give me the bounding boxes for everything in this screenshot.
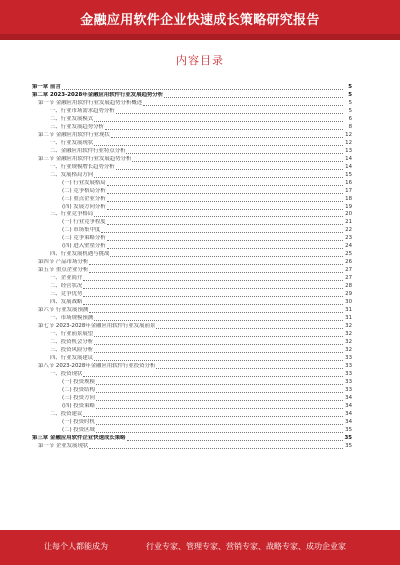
toc-leader-dots xyxy=(105,129,343,130)
toc-entry[interactable] xyxy=(32,164,352,172)
toc-entry-title: 第二节 金融应用软件行业现状 xyxy=(38,131,110,138)
toc-entry-page: 30 xyxy=(345,299,352,306)
toc-leader-dots xyxy=(107,193,343,194)
toc-entry[interactable] xyxy=(32,219,352,227)
toc-entry-title: 三、行业竞争格局 xyxy=(50,211,94,218)
toc-entry-title: 三、行业发展趋势分析 xyxy=(50,123,104,130)
toc-entry-page: 34 xyxy=(345,402,352,409)
toc-entry-page: 15 xyxy=(345,171,352,178)
toc-leader-dots xyxy=(156,368,343,369)
toc-entry[interactable] xyxy=(32,435,352,443)
toc-entry-title: (一) 投资时机 xyxy=(62,418,95,425)
toc-entry-title: (四) 投资策略 xyxy=(62,402,95,409)
toc-leader-dots xyxy=(116,113,343,114)
toc-entry[interactable] xyxy=(32,140,352,148)
toc-entry-title: 二、金融应用软件行业特点分析 xyxy=(50,147,126,154)
toc-entry-page: 33 xyxy=(345,378,352,385)
toc-entry-page: 31 xyxy=(345,315,352,322)
toc-leader-dots xyxy=(94,216,343,217)
toc-entry-page: 32 xyxy=(345,346,352,353)
toc-entry-page: 35 xyxy=(345,442,352,449)
toc-entry[interactable] xyxy=(32,299,352,307)
toc-entry-title: 四、发展战略 xyxy=(50,299,83,306)
toc-entry-page: 32 xyxy=(345,323,352,330)
toc-entry-title: (二) 竞争格局分析 xyxy=(62,187,106,194)
toc-entry[interactable] xyxy=(32,108,352,116)
toc-entry-page: 33 xyxy=(345,370,352,377)
toc-entry-page: 27 xyxy=(345,275,352,282)
toc-entry[interactable] xyxy=(32,172,352,180)
toc-entry-title: 一、行业发展现状 xyxy=(50,139,94,146)
toc-entry[interactable] xyxy=(32,387,352,395)
toc-entry-title: 四、行业发展建议 xyxy=(50,354,94,361)
toc-entry-page: 34 xyxy=(345,418,352,425)
toc-entry-title: (二) 市场集中度 xyxy=(62,227,101,234)
toc-leader-dots xyxy=(94,145,343,146)
toc-entry-page: 19 xyxy=(345,203,352,210)
toc-leader-dots xyxy=(101,232,343,233)
toc-entry[interactable] xyxy=(32,363,352,371)
toc-entry[interactable] xyxy=(32,275,352,283)
toc-leader-dots xyxy=(83,304,343,305)
toc-entry[interactable] xyxy=(32,243,352,251)
toc-entry-page: 23 xyxy=(345,235,352,242)
toc-entry-title: 一、企业简介 xyxy=(50,275,83,282)
toc-leader-dots xyxy=(127,440,343,441)
toc-entry-page: 14 xyxy=(345,155,352,162)
toc-entry[interactable] xyxy=(32,235,352,243)
toc-entry-title: 三、竞争优势 xyxy=(50,291,83,298)
toc-entry-page: 31 xyxy=(345,307,352,314)
toc-entry[interactable] xyxy=(32,251,352,259)
toc-entry[interactable] xyxy=(32,403,352,411)
toc-entry-page: 6 xyxy=(348,115,352,122)
toc-entry-title: 一、投资现状 xyxy=(50,370,83,377)
toc-leader-dots xyxy=(94,177,343,178)
toc-leader-dots xyxy=(94,121,343,122)
toc-entry-title: 第三节 金融应用软件行业发展趋势分析 xyxy=(38,155,132,162)
toc-entry-page: 14 xyxy=(345,163,352,170)
toc-entry-page: 27 xyxy=(345,267,352,274)
toc-leader-dots xyxy=(132,161,343,162)
toc-leader-dots xyxy=(83,296,343,297)
toc-leader-dots xyxy=(89,272,343,273)
footer-slogan: 行业专家、管理专家、营销专家、战略专家、成功企业家 xyxy=(146,542,346,551)
toc-entry[interactable] xyxy=(32,347,352,355)
toc-entry[interactable] xyxy=(32,100,352,108)
toc-entry[interactable] xyxy=(32,307,352,315)
toc-entry-title: 第一节 企业发展现状 xyxy=(38,442,89,449)
toc-entry-title: (二) 投资结构 xyxy=(62,386,95,393)
toc-entry-page: 16 xyxy=(345,179,352,186)
toc-entry-title: 第二章 2023-2028年金融应用软件行业发展趋势分析 xyxy=(32,91,164,98)
toc-entry[interactable] xyxy=(32,212,352,220)
toc-entry-title: 二、投资建议 xyxy=(50,410,83,417)
toc-entry-page: 33 xyxy=(345,362,352,369)
toc-entry-page: 26 xyxy=(345,259,352,266)
toc-entry[interactable] xyxy=(32,188,352,196)
toc-entry-title: (一) 行业发展格局 xyxy=(62,179,106,186)
toc-entry-page: 28 xyxy=(345,283,352,290)
toc-entry[interactable] xyxy=(32,419,352,427)
toc-entry-page: 21 xyxy=(345,219,352,226)
toc-entry[interactable] xyxy=(32,156,352,164)
toc-entry[interactable] xyxy=(32,196,352,204)
toc-entry[interactable] xyxy=(32,204,352,212)
toc-entry-page: 18 xyxy=(345,195,352,202)
toc-leader-dots xyxy=(143,105,343,106)
toc-leader-dots xyxy=(116,169,343,170)
toc-entry[interactable] xyxy=(32,331,352,339)
header-band xyxy=(0,34,400,40)
toc-entry-title: 三、投资风险分析 xyxy=(50,346,94,353)
toc-entry[interactable] xyxy=(32,227,352,235)
toc-leader-dots xyxy=(62,89,343,90)
toc-entry-title: 四、行业发展机遇与挑战 xyxy=(50,251,110,258)
toc-entry-title: 二、经营状况 xyxy=(50,283,83,290)
toc-entry-title: (四) 发展方向分析 xyxy=(62,203,106,210)
toc-leader-dots xyxy=(107,240,343,241)
toc-entry-page: 20 xyxy=(345,211,352,218)
toc-entry[interactable] xyxy=(32,427,352,435)
toc-entry-page: 17 xyxy=(345,187,352,194)
toc-leader-dots xyxy=(83,288,343,289)
toc-leader-dots xyxy=(89,312,343,313)
toc-heading: 内容目录 xyxy=(176,54,224,67)
toc-entry[interactable] xyxy=(32,180,352,188)
footer-brand: 让每个人都能成为 xyxy=(44,542,108,551)
toc-leader-dots xyxy=(96,424,343,425)
toc-entry-title: 二、行业发展模式 xyxy=(50,115,94,122)
toc-entry-page: 5 xyxy=(348,99,352,106)
toc-leader-dots xyxy=(94,352,343,353)
toc-entry-title: 第四节 产品市场分析 xyxy=(38,259,89,266)
toc-entry[interactable] xyxy=(32,379,352,387)
toc-entry-page: 32 xyxy=(345,331,352,338)
toc-leader-dots xyxy=(164,97,343,98)
toc-entry[interactable] xyxy=(32,267,352,275)
toc-entry[interactable] xyxy=(32,116,352,124)
toc-entry[interactable] xyxy=(32,124,352,132)
toc-entry-title: 一、行业规模增长趋势分析 xyxy=(50,163,115,170)
toc-leader-dots xyxy=(89,264,343,265)
toc-leader-dots xyxy=(94,360,343,361)
toc-entry-title: 第五节 重点企业分析 xyxy=(38,267,89,274)
report-header xyxy=(0,0,400,40)
toc-entry-title: 一、行业前景展望 xyxy=(50,331,94,338)
toc-leader-dots xyxy=(107,185,343,186)
toc-entry-page: 35 xyxy=(345,426,352,433)
toc-leader-dots xyxy=(94,344,343,345)
toc-entry[interactable] xyxy=(32,355,352,363)
toc-entry-page: 33 xyxy=(345,354,352,361)
toc-entry-page: 13 xyxy=(345,147,352,154)
toc-entry-page: 24 xyxy=(345,243,352,250)
toc-leader-dots xyxy=(83,416,343,417)
toc-entry-title: 一、行业市场需求趋势分析 xyxy=(50,107,115,114)
toc-entry[interactable] xyxy=(32,92,352,100)
toc-entry[interactable] xyxy=(32,291,352,299)
toc-leader-dots xyxy=(107,248,343,249)
toc-entry[interactable] xyxy=(32,148,352,156)
toc-entry-title: 第三章 金融应用软件企业快速成长策略 xyxy=(32,434,126,441)
toc-entry-page: 5 xyxy=(348,91,352,98)
toc-entry[interactable] xyxy=(32,339,352,347)
toc-entry[interactable] xyxy=(32,443,352,451)
toc-leader-dots xyxy=(96,432,343,433)
report-title: 金融应用软件企业快速成长策略研究报告 xyxy=(80,13,320,28)
toc-entry-title: (一) 投资规模 xyxy=(62,378,95,385)
toc-entry-page: 5 xyxy=(348,107,352,114)
toc-entry[interactable] xyxy=(32,411,352,419)
toc-entry[interactable] xyxy=(32,395,352,403)
report-footer xyxy=(0,530,400,565)
toc-entry[interactable] xyxy=(32,259,352,267)
toc-entry-title: 一、市场规模预测 xyxy=(50,315,94,322)
toc-leader-dots xyxy=(111,137,343,138)
toc-entry-title: 第六节 行业发展预测 xyxy=(38,307,89,314)
toc-leader-dots xyxy=(107,209,343,210)
toc-entry-page: 29 xyxy=(345,291,352,298)
toc-entry-title: (三) 重点企业分析 xyxy=(62,195,106,202)
toc-leader-dots xyxy=(94,320,343,321)
toc-entry-title: 第七节 2023-2028年金融应用软件行业发展前景 xyxy=(38,323,156,330)
toc-leader-dots xyxy=(94,336,343,337)
toc-entry-page: 32 xyxy=(345,338,352,345)
toc-entry-title: 二、投资机会分析 xyxy=(50,338,94,345)
toc-entry-page: 35 xyxy=(344,434,352,441)
toc-entry[interactable] xyxy=(32,315,352,323)
toc-leader-dots xyxy=(107,224,343,225)
toc-entry-title: (一) 行业竞争程度 xyxy=(62,219,106,226)
toc-entry-title: 第一章 前言 xyxy=(32,83,61,90)
toc-entry-page: 12 xyxy=(345,131,352,138)
toc-entry[interactable] xyxy=(32,371,352,379)
toc-entry-page: 8 xyxy=(348,123,352,130)
toc-entry-title: (三) 竞争策略分析 xyxy=(62,235,106,242)
toc-entry-title: (四) 进入壁垒分析 xyxy=(62,243,106,250)
toc-leader-dots xyxy=(89,448,343,449)
toc-leader-dots xyxy=(126,153,343,154)
toc-leader-dots xyxy=(110,256,343,257)
toc-entry-page: 5 xyxy=(348,83,352,90)
toc-leader-dots xyxy=(156,328,343,329)
toc-entry[interactable] xyxy=(32,323,352,331)
toc-entry-page: 34 xyxy=(345,410,352,417)
toc-leader-dots xyxy=(83,376,343,377)
toc-leader-dots xyxy=(96,408,343,409)
toc-entry-title: 二、发展格局方向 xyxy=(50,171,94,178)
toc-leader-dots xyxy=(83,280,343,281)
toc-entry[interactable] xyxy=(32,84,352,92)
toc-entry[interactable] xyxy=(32,132,352,140)
table-of-contents xyxy=(32,84,352,451)
toc-entry-page: 12 xyxy=(345,139,352,146)
toc-entry-page: 25 xyxy=(345,251,352,258)
toc-entry-title: 第八节 2023-2028年金融应用软件行业投资分析 xyxy=(38,362,156,369)
toc-entry-title: 第一节 金融应用软件行业发展趋势分析概述 xyxy=(38,99,143,106)
toc-entry[interactable] xyxy=(32,283,352,291)
toc-leader-dots xyxy=(96,384,343,385)
toc-entry-page: 22 xyxy=(345,227,352,234)
toc-entry-title: (三) 投资方向 xyxy=(62,394,95,401)
toc-entry-page: 33 xyxy=(345,386,352,393)
toc-leader-dots xyxy=(107,201,343,202)
toc-leader-dots xyxy=(96,392,343,393)
toc-entry-title: (二) 投资区域 xyxy=(62,426,95,433)
toc-leader-dots xyxy=(96,400,343,401)
toc-entry-page: 34 xyxy=(345,394,352,401)
